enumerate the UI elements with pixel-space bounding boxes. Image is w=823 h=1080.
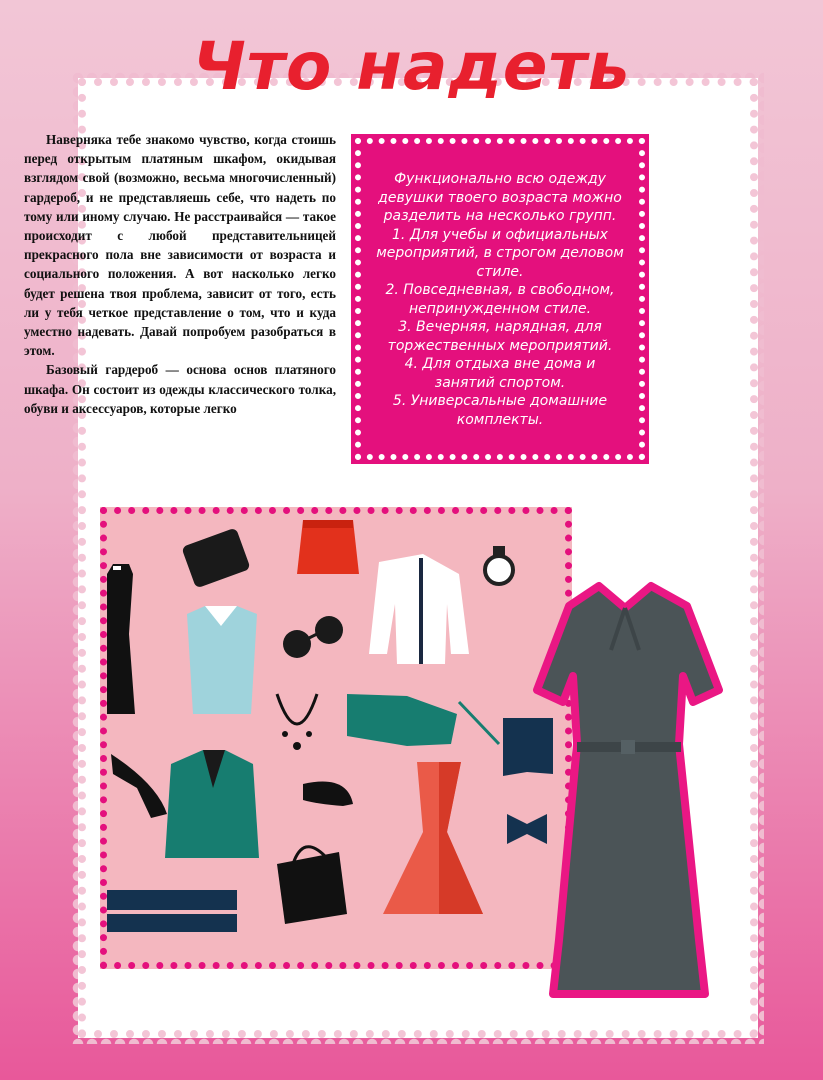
note-item-4: 4. Для отдыха вне дома и занятий спортом. [404, 356, 596, 391]
note-intro: Функционально всю одежду девушки твоего возраста можно разделить на несколько групп. [378, 171, 622, 224]
grey-dress-photo [533, 580, 723, 1000]
pump-icon [303, 782, 353, 807]
trousers-icon [107, 890, 237, 932]
body-paragraph-1: Наверняка тебе знакомо чувство, когда стоишь перед открытым платяным шкафом, окидывая взглядом свой (возможно, весьма многочисленный) гардероб, и не представляешь себе, что надеть по тому или иному случаю. Не расстраивайся — такое происходит с любой представительницей прекрасного пола вне зависимости от возраста и социального положения. А вот насколько легко будет решена твоя проблема, зависит от того, есть ли у тебя четкое представление о том, что и куда уместно надевать. Давай попробуем разобраться в этом. [24, 132, 336, 359]
groups-note [355, 138, 645, 460]
note-item-5: 5. Универсальные домашние комплекты. [392, 393, 608, 428]
note-item-1: 1. Для учебы и официальных мероприятий, в строгом деловом стиле. [376, 226, 624, 280]
grey-dress-illustration [533, 580, 723, 1000]
sunglasses-icon [283, 616, 343, 658]
black-dress-icon [107, 564, 135, 714]
note-item-3: 3. Вечерняя, нарядная, для торжественных мероприятий. [387, 319, 613, 354]
red-skirt-icon [297, 520, 359, 574]
teal-blazer-icon [165, 750, 259, 858]
clothing-pattern [100, 507, 572, 969]
handbag-icon [277, 847, 347, 924]
blue-blouse-icon [187, 606, 257, 714]
watch-icon [485, 546, 513, 584]
note-item-2: 2. Повседневная, в свободном, непринужденном стиле. [385, 282, 615, 317]
clutch-icon [181, 527, 251, 588]
page-title: Что надеть [192, 28, 631, 105]
clothing-illustrations [107, 514, 565, 962]
body-paragraph-2: Базовый гардероб — основа основ платяного шкафа. Он состоит из одежды классического толка, обуви и аксессуаров, которые легко [24, 362, 336, 416]
necklace-icon [277, 694, 317, 750]
body-text [24, 130, 336, 418]
red-dress-icon [383, 762, 483, 914]
high-heel-icon [111, 754, 167, 818]
teal-top-icon [347, 694, 499, 746]
white-shirt-icon [369, 554, 469, 664]
page-number: 8 [403, 1000, 420, 1025]
